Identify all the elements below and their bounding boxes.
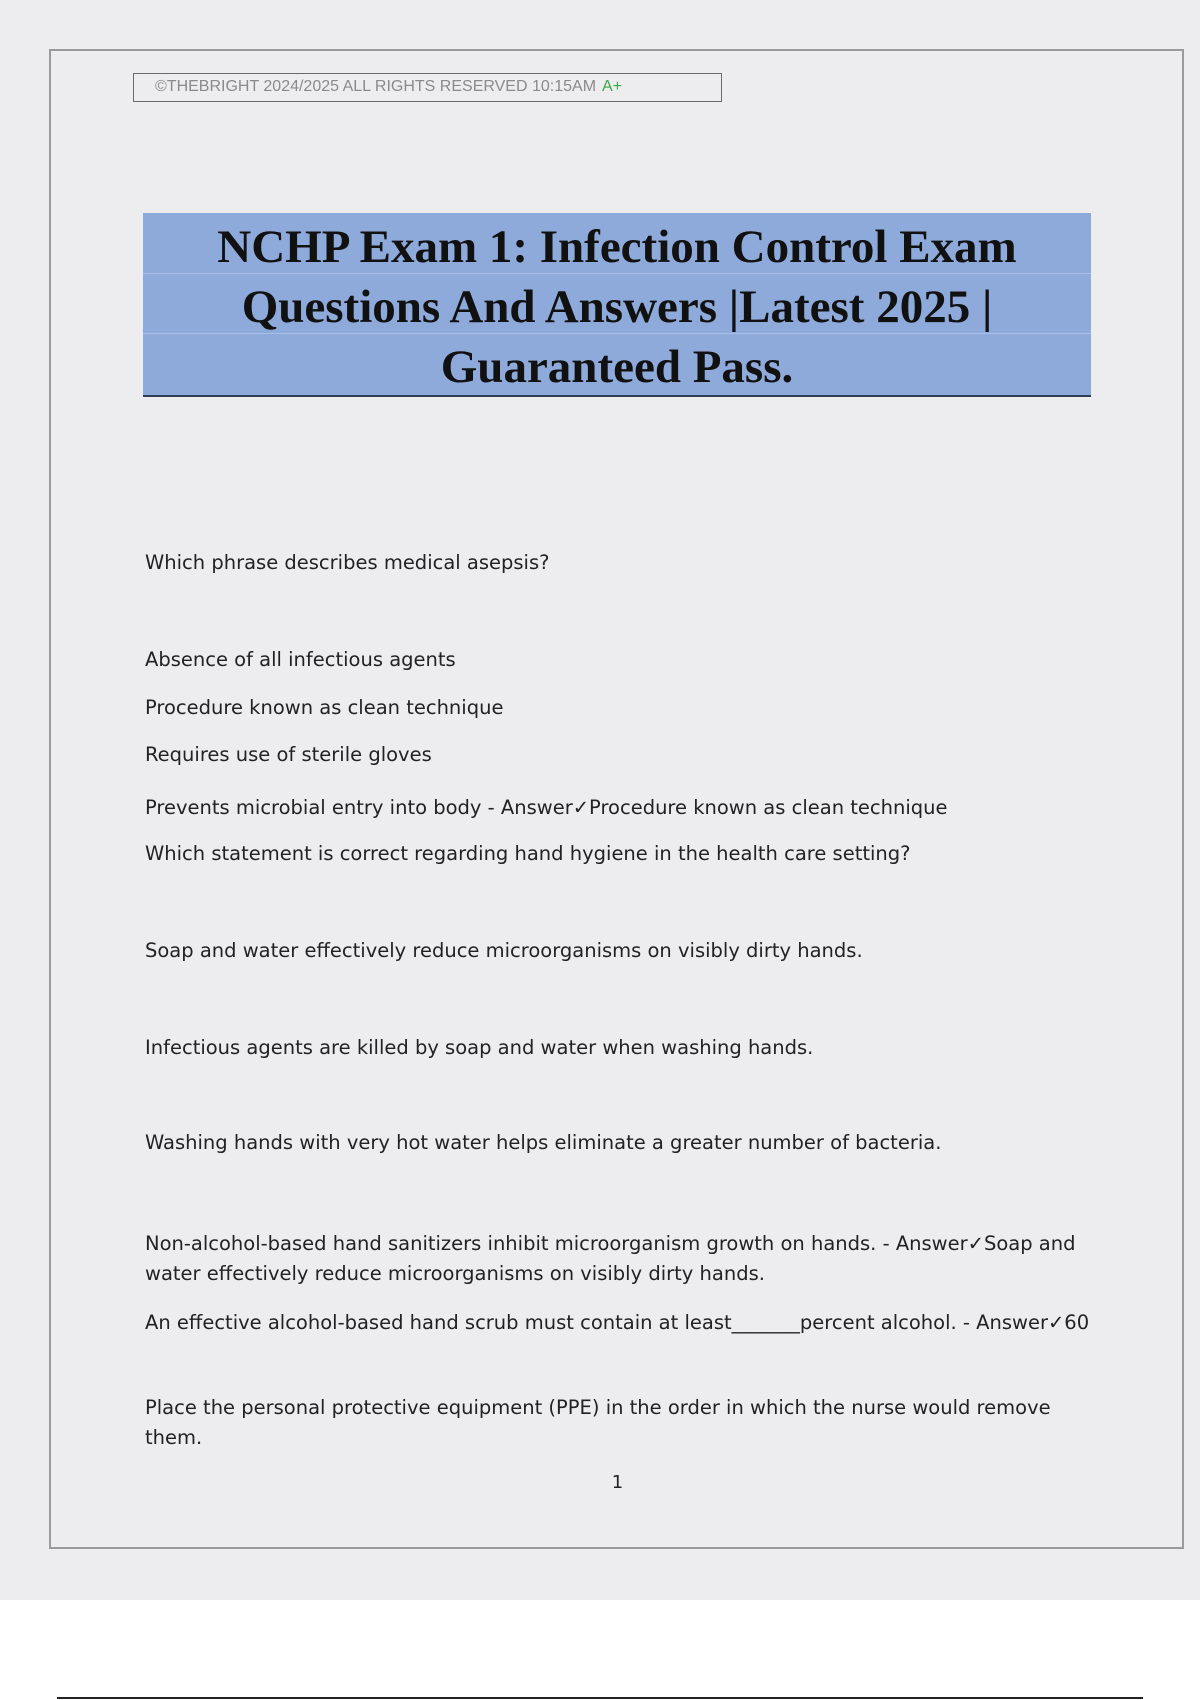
grade-badge: A+ [602,78,623,95]
question-1: Which phrase describes medical asepsis? [145,551,550,574]
title-line-2: Questions And Answers |Latest 2025 | [241,281,993,333]
question-2-option-3: Washing hands with very hot water helps eliminate a greater number of bacteria. [145,1131,942,1154]
copyright-text: ©THEBRIGHT 2024/2025 ALL RIGHTS RESERVED 10:15AM [155,78,597,95]
title-banner [143,213,1091,397]
question-2-answer: Non-alcohol-based hand sanitizers inhibit microorganism growth on hands. - Answer✓Soap and water effectively reduce microorganisms on visibly dirty hands. [145,1232,1076,1285]
page-number: 1 [611,1472,624,1493]
question-3-answer: An effective alcohol-based hand scrub must contain at least_______percent alcohol. - Answer✓60 [145,1311,1090,1334]
title-line-1: NCHP Exam 1: Infection Control Exam [217,221,1017,273]
title-line-3: Guaranteed Pass. [440,341,794,393]
question-2: Which statement is correct regarding hand hygiene in the health care setting? [145,842,911,865]
question-2-option-2: Infectious agents are killed by soap and water when washing hands. [145,1036,814,1059]
question-1-option-1: Absence of all infectious agents [145,648,456,671]
question-4: Place the personal protective equipment (PPE) in the order in which the nurse would remove them. [145,1396,1051,1449]
question-1-answer: Prevents microbial entry into body - Answer✓Procedure known as clean technique [145,796,948,819]
question-1-option-3: Requires use of sterile gloves [145,743,432,766]
question-1-option-2: Procedure known as clean technique [145,696,504,719]
question-2-option-1: Soap and water effectively reduce microorganisms on visibly dirty hands. [145,939,863,962]
page-title [143,217,1091,397]
next-page-rule [57,1697,1143,1699]
copyright-header [133,73,722,102]
